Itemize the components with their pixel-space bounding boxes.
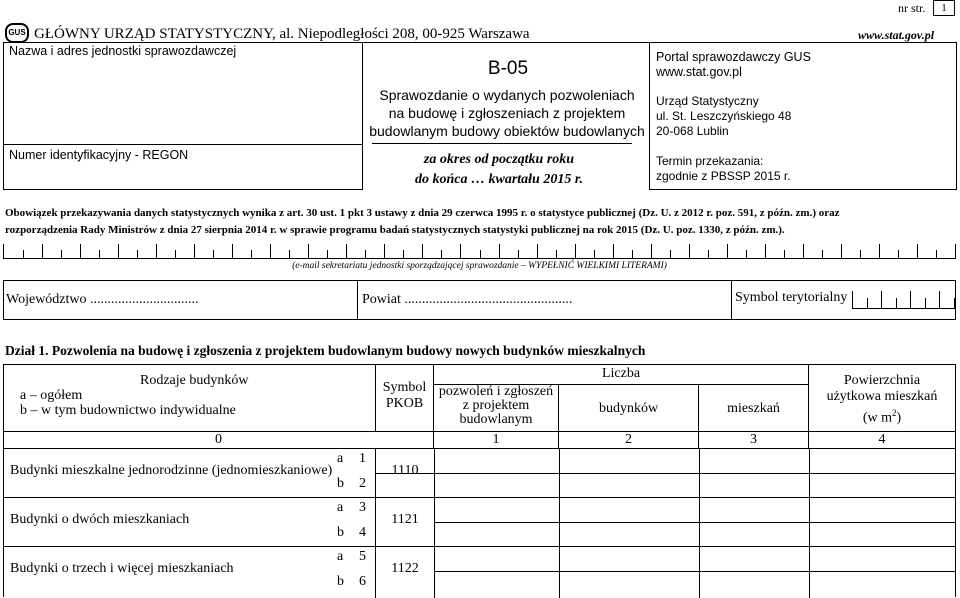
email-char-tick <box>365 250 366 258</box>
email-char-tick <box>403 250 404 258</box>
email-char-tick <box>689 244 690 258</box>
email-char-tick <box>118 244 119 258</box>
email-char-tick <box>651 244 652 258</box>
form-code: B-05 <box>487 58 529 79</box>
email-char-tick <box>232 244 233 258</box>
header-website: www.stat.gov.pl <box>858 28 935 42</box>
email-char-tick <box>422 244 423 258</box>
office-line1: Urząd Statystyczny <box>656 94 759 108</box>
email-char-tick <box>327 250 328 258</box>
email-char-tick <box>308 244 309 258</box>
subrow-divider <box>434 571 955 572</box>
email-char-tick <box>213 250 214 258</box>
email-input[interactable] <box>3 244 956 259</box>
col-divider <box>559 449 560 598</box>
territorial-char-tick <box>925 298 926 308</box>
email-char-tick <box>480 250 481 258</box>
col-divider <box>809 449 810 598</box>
report-title-line1: Sprawozdanie o wydanych pozwoleniach <box>379 87 635 103</box>
row-label: Budynki o dwóch mieszkaniach <box>10 512 190 527</box>
dwellings-label: mieszkań <box>727 401 780 416</box>
portal-url: www.stat.gov.pl <box>656 65 742 79</box>
symbol-line2: PKOB <box>385 396 424 411</box>
email-char-tick <box>23 250 24 258</box>
email-char-tick <box>632 250 633 258</box>
email-char-tick <box>746 250 747 258</box>
col-number-2: 2 <box>559 432 699 448</box>
deadline-line1: Termin przekazania: <box>656 154 764 168</box>
territorial-char-tick <box>939 291 940 308</box>
email-char-tick <box>860 250 861 258</box>
territorial-char-tick <box>910 291 911 308</box>
permits-line3: budowlanym <box>459 412 533 427</box>
types-header-text <box>10 373 248 418</box>
voivodeship-label: Województwo ............................... <box>6 292 199 307</box>
data-rows <box>4 449 955 598</box>
email-char-tick <box>708 250 709 258</box>
area-line3: (w $m^2$) <box>862 408 902 426</box>
email-char-tick <box>727 244 728 258</box>
email-char-tick <box>251 250 252 258</box>
email-char-tick <box>384 244 385 258</box>
email-char-tick <box>460 244 461 258</box>
email-char-tick <box>80 244 81 258</box>
period-line1: za okres od początku roku <box>423 152 575 167</box>
county-field[interactable] <box>357 281 732 319</box>
col-number-4: 4 <box>878 432 886 447</box>
territorial-symbol-label: Symbol terytorialny <box>735 290 848 305</box>
row-b-number: 6 <box>359 574 366 589</box>
office-line2: ul. St. Leszczyńskiego 48 <box>656 109 792 123</box>
email-char-tick <box>61 250 62 258</box>
permits-line2: z projektem <box>462 398 530 413</box>
portal-info-box <box>649 42 957 190</box>
email-char-tick <box>765 244 766 258</box>
email-char-tick <box>518 250 519 258</box>
email-char-tick <box>137 250 138 258</box>
email-char-tick <box>99 250 100 258</box>
page-number-box <box>933 0 955 16</box>
location-row <box>3 280 956 320</box>
header-title-line <box>34 26 530 43</box>
email-char-tick <box>537 244 538 258</box>
area-line1: Powierzchnia <box>843 373 921 388</box>
col-number-0: 0 <box>4 432 434 448</box>
table-row-group <box>4 547 955 598</box>
subrow-divider <box>376 473 955 474</box>
row-b-number: 4 <box>359 525 366 540</box>
gus-logo <box>5 23 29 43</box>
email-char-tick <box>613 244 614 258</box>
row-label: Budynki mieszkalne jednorodzinne (jednomieszkaniowe) <box>10 463 333 478</box>
territorial-symbol-input[interactable] <box>852 291 955 309</box>
row-b-letter: b <box>337 574 344 589</box>
col-types-header <box>4 365 376 432</box>
center-divider <box>372 143 632 144</box>
email-char-tick <box>879 244 880 258</box>
county-label: Powiat ................................................ <box>362 292 573 307</box>
period-line2: do końca … kwartału 2015 r. <box>414 172 584 187</box>
email-char-tick <box>784 250 785 258</box>
email-char-tick <box>670 250 671 258</box>
row-a-letter: a <box>337 549 344 564</box>
col-number-3: 3 <box>699 432 809 448</box>
section-title: Dział 1. Pozwolenia na budowę i zgłoszenia z projektem budowlanym budowy nowych budynków mieszkalnych <box>5 343 646 358</box>
voivodeship-field[interactable] <box>4 281 358 319</box>
legal-line2: rozporządzenia Rady Ministrów z dnia 27 sierpnia 2014 r. w sprawie programu badań statystycznych statystyki publicznej na rok 2015 (Dz. U. poz. 1330, z późn. zm.). <box>5 224 785 236</box>
main-table <box>3 364 956 597</box>
legal-basis <box>5 205 957 239</box>
email-char-tick <box>917 244 918 258</box>
col-area-header <box>809 365 955 432</box>
row-ab-cell <box>331 449 376 497</box>
symbol-line1: Symbol <box>382 380 427 395</box>
legal-line1: Obowiązek przekazywania danych statystycznych wynika z art. 30 ust. 1 pkt 3 ustawy z dnia 29 czerwca 1995 r. o statystyce publicznej (Dz. U. z 2012 r. poz. 591, z późn. zm.) oraz <box>5 207 840 219</box>
buildings-label: budynków <box>598 401 659 416</box>
types-line2: a – ogółem <box>20 388 83 403</box>
email-char-tick <box>841 244 842 258</box>
row-a-letter: a <box>337 451 344 466</box>
row-label: Budynki o trzech i więcej mieszkaniach <box>10 561 234 576</box>
office-line3: 20-068 Lublin <box>656 124 729 138</box>
territorial-char-tick <box>867 298 868 308</box>
territorial-char-tick <box>896 298 897 308</box>
row-ab-cell <box>331 547 376 598</box>
email-char-tick <box>346 244 347 258</box>
email-char-tick <box>270 244 271 258</box>
area-line2: użytkowa mieszkań <box>826 389 938 404</box>
types-line1: Rodzaje budynków <box>140 373 249 388</box>
report-title-line2: na budowę i zgłoszeniach z projektem <box>388 105 626 121</box>
col-buildings-header <box>559 385 699 432</box>
col-count-header <box>434 365 809 385</box>
deadline-info <box>656 154 791 184</box>
email-char-tick <box>175 250 176 258</box>
page-number: 1 <box>941 2 947 14</box>
territorial-char-tick <box>954 298 955 308</box>
reporting-unit-name-box[interactable] <box>3 42 363 144</box>
col-symbol-header <box>376 365 434 432</box>
row-a-letter: a <box>337 500 344 515</box>
email-char-tick <box>822 250 823 258</box>
row-a-number: 5 <box>359 549 366 564</box>
row-pkob: 1122 <box>391 561 419 576</box>
col-dwellings-header <box>699 385 809 432</box>
row-a-number: 3 <box>359 500 366 515</box>
email-char-tick <box>156 244 157 258</box>
email-char-tick <box>936 250 937 258</box>
area-sup: 2 <box>892 408 897 418</box>
portal-line1: Portal sprawozdawczy GUS <box>656 50 811 64</box>
email-char-tick <box>441 250 442 258</box>
col-divider <box>699 449 700 598</box>
email-char-tick <box>556 250 557 258</box>
territorial-char-tick <box>881 291 882 308</box>
row-pkob: 1121 <box>391 512 419 527</box>
header-address: al. Niepodległości 208, 00-925 Warszawa <box>275 26 530 42</box>
email-char-tick <box>289 250 290 258</box>
deadline-line2: zgodnie z PBSSP 2015 r. <box>656 169 791 183</box>
col-divider <box>434 449 435 598</box>
email-caption: (e-mail sekretariatu jednostki sporządzającej sprawozdanie – WYPEŁNIĆ WIELKIMI LITERAMI) <box>292 261 667 271</box>
row-b-letter: b <box>337 476 344 491</box>
email-char-tick <box>803 244 804 258</box>
regon-box[interactable] <box>3 144 363 190</box>
count-label: Liczba <box>601 366 641 381</box>
reporting-unit-name-label: Nazwa i adres jednostki sprawozdawczej <box>9 44 237 58</box>
report-title-line3: budowlanym budowy obiektów budowlanych <box>369 123 645 139</box>
row-ab-cell <box>331 498 376 546</box>
column-numbers-row <box>4 432 955 449</box>
subrow-divider <box>434 522 955 523</box>
logo-text: GUS <box>8 28 26 37</box>
permits-line1: pozwoleń i zgłoszeń <box>438 384 554 399</box>
email-char-tick <box>194 244 195 258</box>
email-char-tick <box>898 250 899 258</box>
row-pkob: 1110 <box>391 463 419 478</box>
row-b-number: 2 <box>359 476 366 491</box>
row-b-letter: b <box>337 525 344 540</box>
types-line3: b – w tym budownictwo indywidualne <box>20 403 236 418</box>
col-permits-header <box>434 385 559 432</box>
col-number-1: 1 <box>434 432 559 448</box>
office-info <box>656 94 791 139</box>
email-char-tick <box>594 250 595 258</box>
email-char-tick <box>575 244 576 258</box>
email-char-tick <box>42 244 43 258</box>
email-char-tick <box>499 244 500 258</box>
regon-label: Numer identyfikacyjny - REGON <box>9 148 189 162</box>
report-title <box>364 86 650 140</box>
header-title: GŁÓWNY URZĄD STATYSTYCZNY, <box>34 26 276 42</box>
row-a-number: 1 <box>359 451 366 466</box>
reporting-period <box>364 150 634 190</box>
portal-info <box>656 50 811 80</box>
page-number-label: nr str. <box>898 1 926 15</box>
